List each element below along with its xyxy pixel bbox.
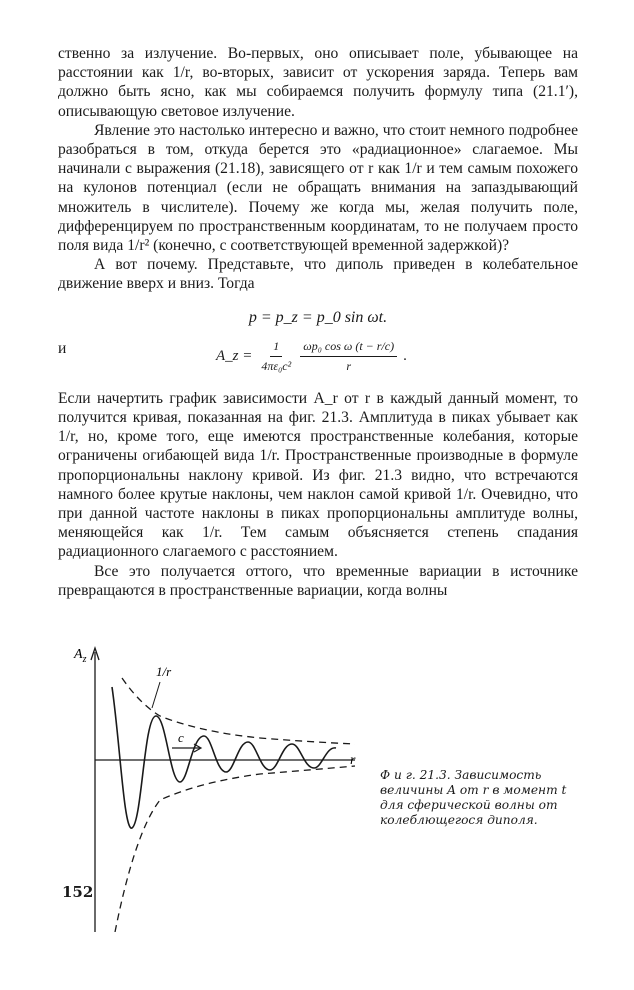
y-axis-label: $A_z$: [74, 647, 87, 665]
formula-row-2: [58, 337, 578, 389]
figure-caption: Ф и г. 21.3. Зависимость величины A от r в момент t для сферической волны от колеблющегося диполя.: [380, 768, 567, 827]
paragraph-4: Если начертить график зависимости A_r от r в каждый данный момент, то получится кривая, показанная на фиг. 21.3. Амплитуда в пиках убывает как 1/r, но, кроме того, еще имеются пространственные колебания, которые ограничены огибающей вида 1/r. Пространственные производные в формуле пропорциональны наклону кривой. Из фиг. 21.3 видно, что встречаются намного более крутые наклоны, чем наклон самой кривой 1/r. Очевидно, что при данной частоте наклоны в пиках пропорциональны амплитуде волны, меняющейся как 1/r. Тем самым объясняется степень спадания радиационного слагаемого с расстоянием.: [58, 389, 578, 561]
upper-envelope-curve: [122, 678, 355, 744]
and-word: и: [58, 339, 67, 357]
wave-curve: [112, 687, 336, 828]
fraction-1-numerator: 1: [270, 337, 282, 357]
fraction-1: [258, 337, 294, 376]
paragraph-3: А вот почему. Представьте, что диполь приведен в колебательное движение вверх и вниз. Тогда: [58, 256, 578, 293]
paragraph-5: Все это получается оттого, что временные вариации в источнике превращаются в пространственные вариации, когда волны: [58, 562, 578, 599]
page-number: 152: [62, 883, 94, 901]
paragraph-2: Явление это настолько интересно и важно, что стоит немного подробнее разобраться в том, откуда берется это «радиационное» слагаемое. Мы начинали с выражения (21.18), зависящего от r как 1/r и тем самым похожего на кулонов потенциал (если не обращать внимания на запаздывающий множитель в числителе). Почему же когда мы, желая получить поле, дифференцируем по пространственным координатам, то не получаем просто поля вида 1/r² (конечно, с соответствующей временной задержкой)?: [58, 121, 578, 255]
fraction-2-numerator: ωp₀ cos ω (t − r/c): [300, 337, 397, 357]
paragraph-1: ственно за излучение. Во-первых, оно описывает поле, убывающее на расстоянии как 1/r, во-вторых, зависит от ускорения заряда. Теперь вам должно быть ясно, как мы собираемся получить формулу типа (21.1′), описывающую световое излучение.: [58, 45, 578, 120]
figure-21-3: [60, 632, 380, 932]
main-text: [58, 44, 578, 600]
formula-dipole-moment: p = p_z = p_0 sin ωt.: [248, 308, 388, 326]
lower-envelope-curve: [115, 766, 355, 932]
envelope-label-pointer: [152, 682, 160, 708]
formula-lhs: A_z =: [216, 347, 253, 364]
formula-potential: [216, 337, 407, 376]
formula-period: .: [403, 347, 407, 364]
velocity-label: c: [178, 730, 184, 745]
fraction-1-denominator: 4πε₀c²: [261, 359, 292, 374]
x-axis-label: r: [350, 753, 356, 768]
fraction-2-denominator: r: [346, 359, 351, 374]
envelope-label: 1/r: [156, 664, 172, 679]
fraction-2: [300, 337, 397, 376]
